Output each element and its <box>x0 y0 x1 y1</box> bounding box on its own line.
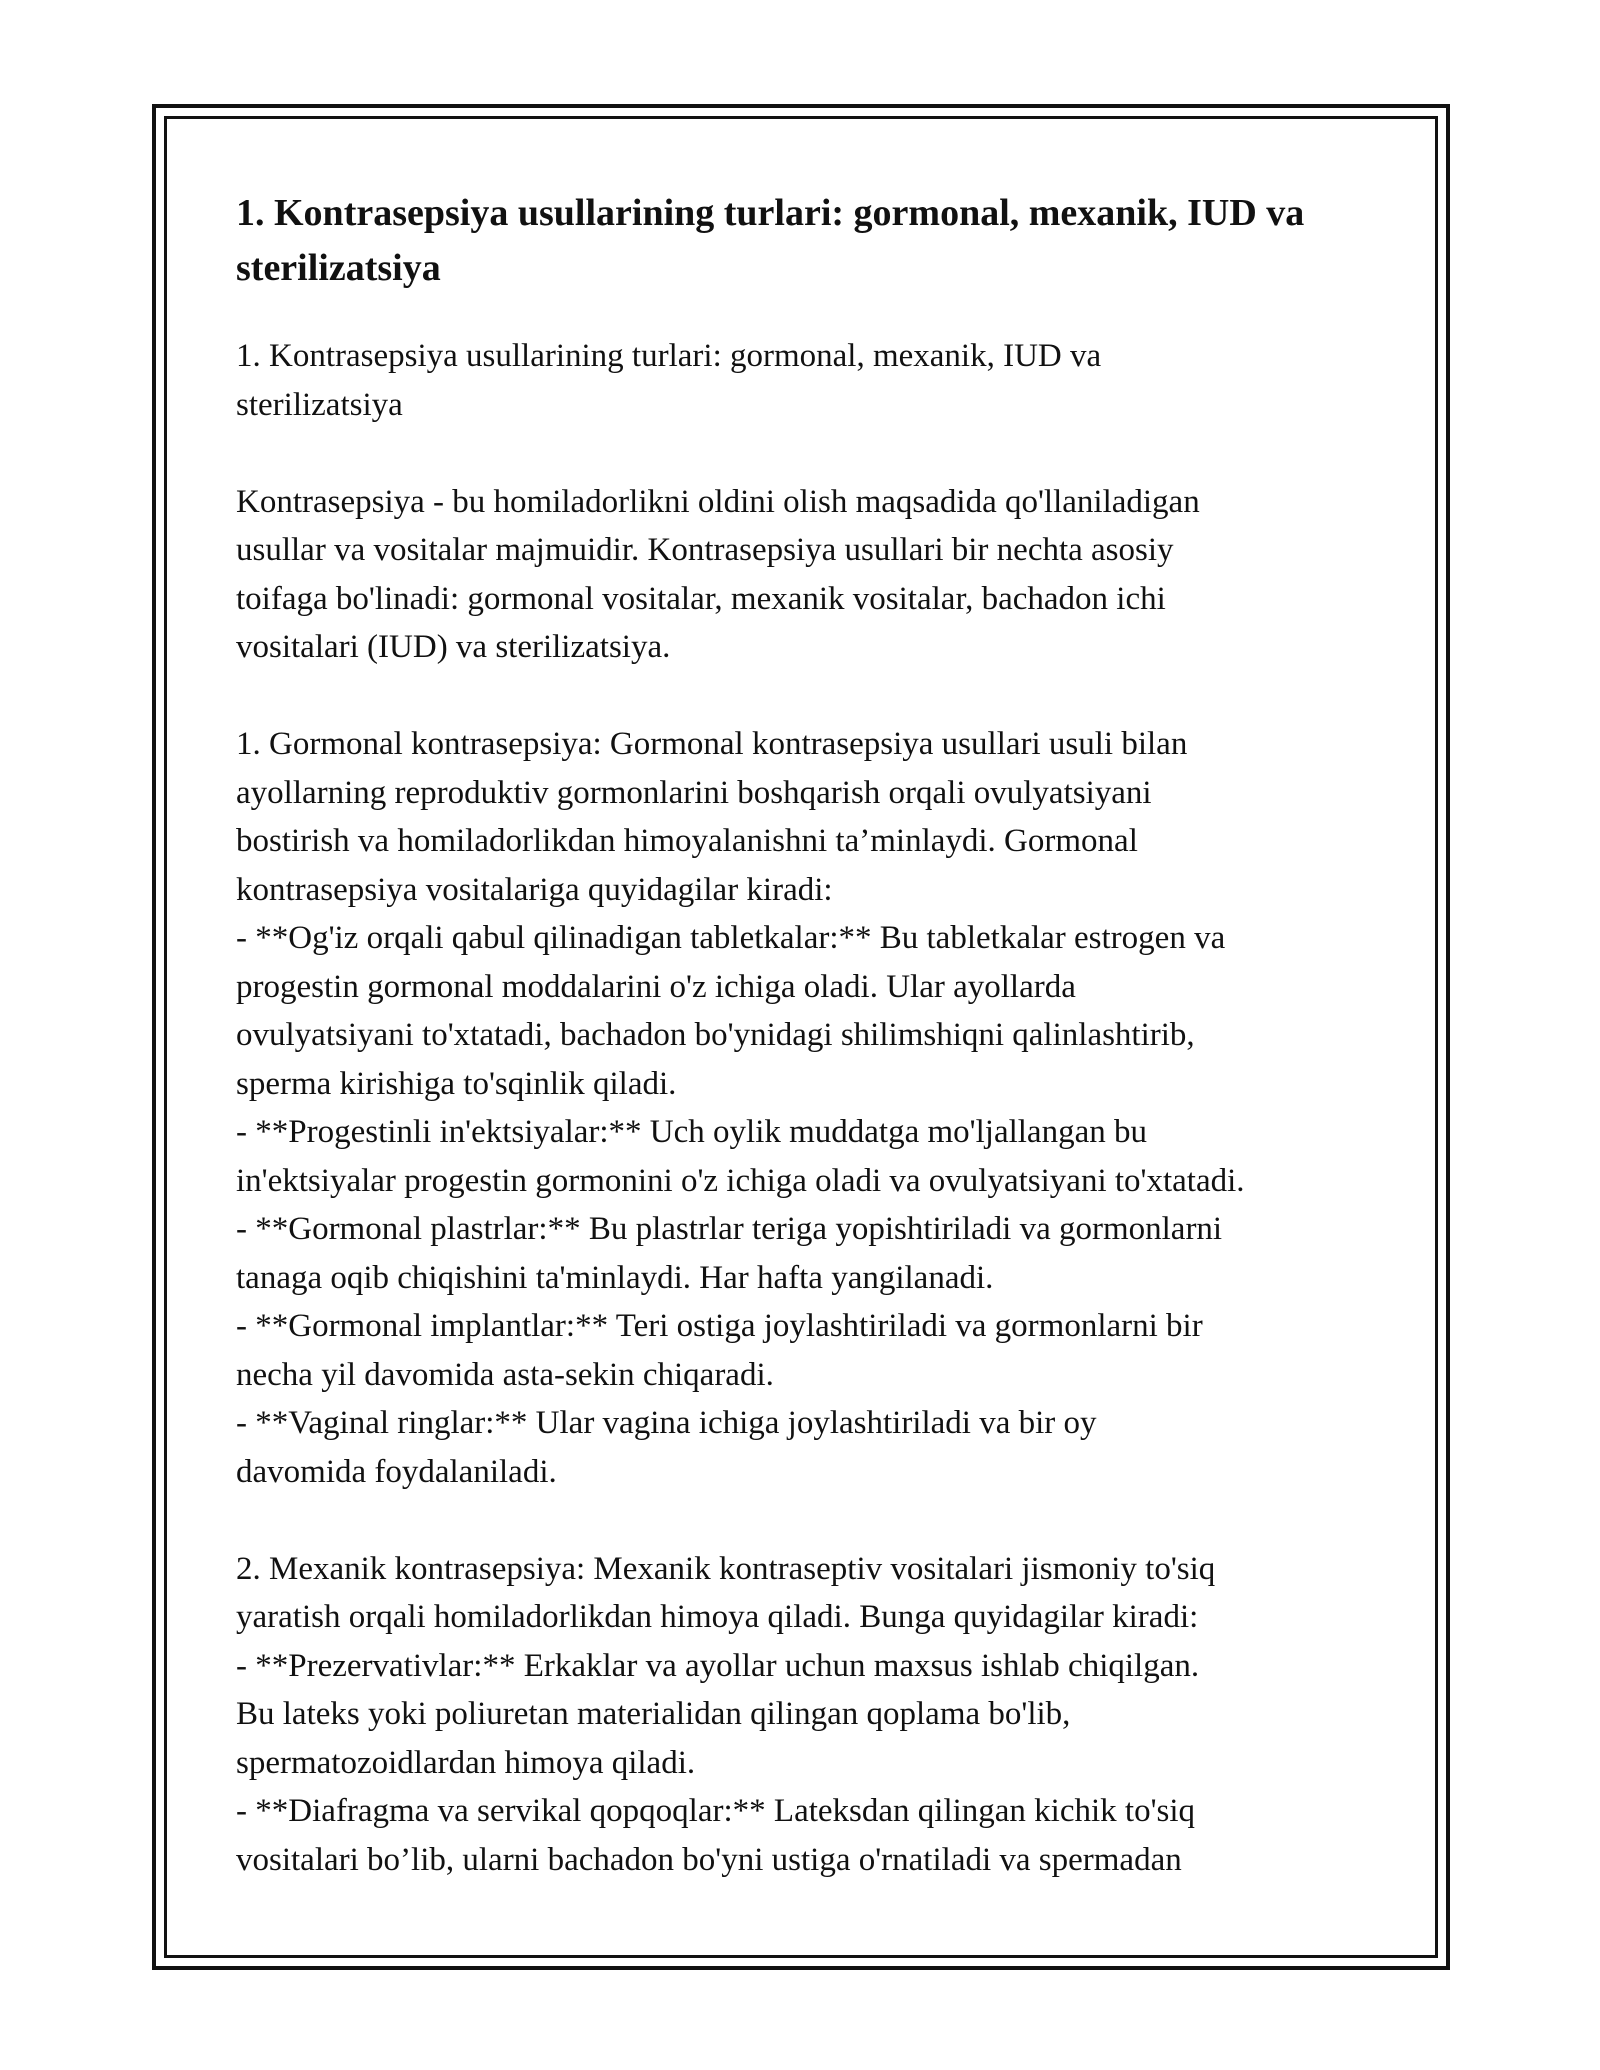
paragraph-hormonal: 1. Gormonal kontrasepsiya: Gormonal kontrasepsiya usullari usuli bilan ayollarning reproduktiv gormonlarini boshqarish orqali ovulyatsiyani bostirish va homiladorlikdan himoyalanishni ta’minlaydi. Gormonal kontrasepsiya vositalariga quyidagilar kiradi: - **Og'iz orqali qabul qilinadigan tabletkalar:** Bu tabletkalar estrogen va progestin gormonal moddalarini o'z ichiga oladi. Ular ayollarda ovulyatsiyani to'xtatadi, bachadon bo'ynidagi shilimshiqni qalinlashtirib, sperma kirishiga to'sqinlik qiladi. - **Progestinli in'ektsiyalar:** Uch oylik muddatga mo'ljallangan bu in'ektsiyalar progestin gormonini o'z ichiga oladi va ovulyatsiyani to'xtatadi. - **Gormonal plastrlar:** Bu plastrlar teriga yopishtiriladi va gormonlarni tanaga oqib chiqishini ta'minlaydi. Har hafta yangilanadi. - **Gormonal implantlar:** Teri ostiga joylashtiriladi va gormonlarni bir necha yil davomida asta-sekin chiqaradi. - **Vaginal ringlar:** Ular vagina ichiga joylashtiriladi va bir oy davomida foydalaniladi. <box>236 726 1245 1490</box>
paragraph-definition: Kontrasepsiya - bu homiladorlikni oldini olish maqsadida qo'llaniladigan usullar va vositalar majmuidir. Kontrasepsiya usullari bir nechta asosiy toifaga bo'linadi: gormonal vositalar, mexanik vositalar, bachadon ichi vositalari (IUD) va sterilizatsiya. <box>236 483 1200 665</box>
paragraph-mechanical: 2. Mexanik kontrasepsiya: Mexanik kontraseptiv vositalari jismoniy to'siq yaratish orqali homiladorlikdan himoya qiladi. Bunga quyidagilar kiradi: - **Prezervativlar:** Erkaklar va ayollar uchun maxsus ishlab chiqilgan. Bu lateks yoki poliuretan materialidan qilingan qoplama bo'lib, spermatozoidlardan himoya qiladi. - **Diafragma va servikal qopqoqlar:** Lateksdan qilingan kichik to'siq vositalari bo’lib, ularni bachadon bo'yni ustiga o'rnatiladi va spermadan <box>236 1550 1216 1878</box>
paragraph-subtitle: 1. Kontrasepsiya usullarining turlari: gormonal, mexanik, IUD va sterilizatsiya <box>236 338 1102 423</box>
paragraph-spacer <box>236 672 1371 721</box>
paragraph-spacer <box>236 429 1371 478</box>
document-heading: 1. Kontrasepsiya usullarining turlari: gormonal, mexanik, IUD va sterilizatsiya <box>236 192 1305 289</box>
document-body <box>236 186 1371 1884</box>
paragraph-spacer <box>236 1496 1371 1545</box>
